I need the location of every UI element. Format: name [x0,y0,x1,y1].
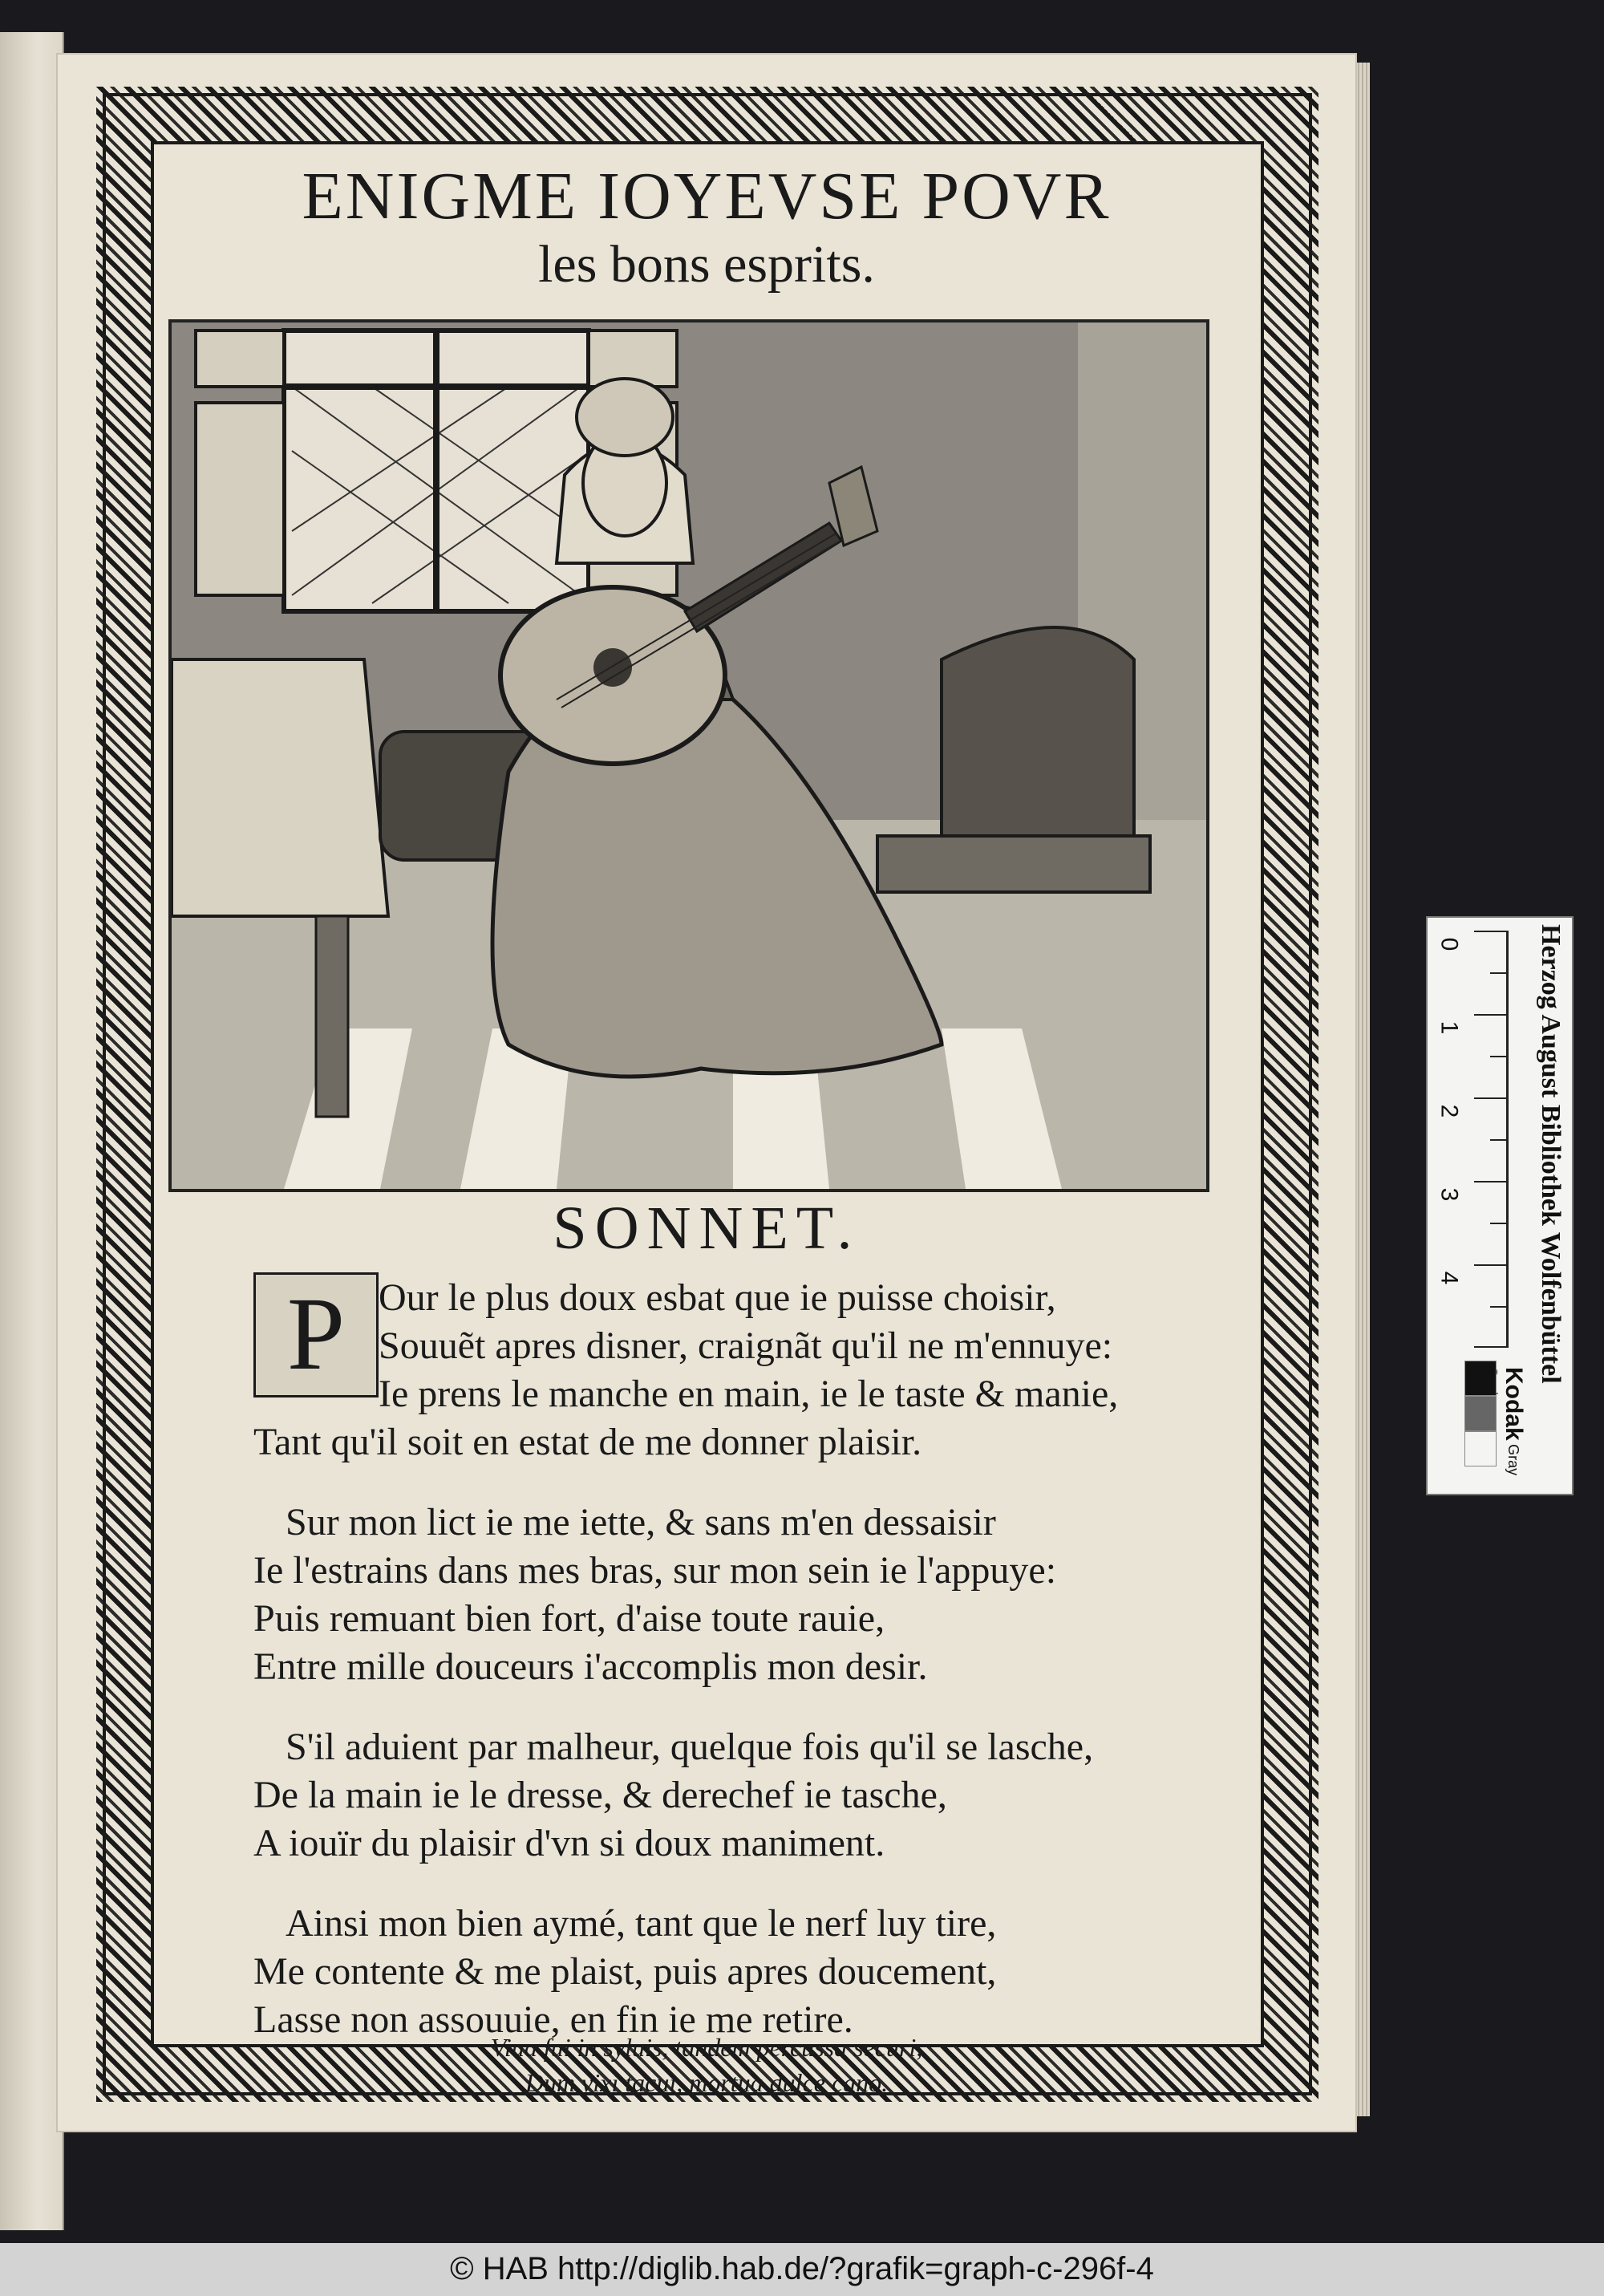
dropcap-letter: P [286,1276,346,1392]
page-subtitle: les bons esprits. [538,235,875,294]
lute-player-engraving [168,319,1209,1192]
gray-scale-label: Gray [1505,1444,1521,1476]
copyright-text[interactable]: © HAB http://diglib.hab.de/?grafik=graph-c-296f-4 [450,2251,1154,2286]
verse-line: Ie l'estrains dans mes bras, sur mon sein ie l'appuye: [253,1549,1057,1592]
book-page [58,55,1355,2131]
latin-motto-line: Viua fui in syluis, tandem percussa securi, [490,2033,923,2062]
gray-patch-mid [1464,1396,1497,1431]
verse-line: Ie prens le manche en main, ie le taste & manie, [379,1373,1119,1415]
latin-motto-line: Dum vixi tacui, mortua dulce cano. [525,2068,889,2097]
verse-line: Me contente & me plaist, puis apres doucement, [253,1950,997,1993]
institution-label: Herzog August Bibliothek Wolfenbüttel [1536,924,1566,1384]
verse-line: Souuẽt apres disner, craignãt qu'il ne m'ennuye: [379,1324,1113,1367]
ruler-number: 1 [1436,1020,1463,1035]
ruler-number: 4 [1436,1271,1463,1285]
verse-line: Sur mon lict ie me iette, & sans m'en dessaisir [286,1501,996,1544]
facing-page-edge [0,32,64,2230]
ruler-number: 3 [1436,1187,1463,1202]
ruler-number: 2 [1436,1104,1463,1118]
decorated-initial [253,1272,379,1397]
gray-patch-white [1464,1431,1497,1466]
color-scale-card [1426,916,1574,1495]
ruler [1436,931,1509,1348]
engraving-illustration-icon [172,322,1206,1189]
verse-line: S'il aduient par malheur, quelque fois qu'il se lasche, [286,1726,1094,1768]
sonnet-heading: SONNET. [553,1195,861,1262]
verse-line: Puis remuant bien fort, d'aise toute rauie, [253,1597,885,1640]
verse-line: De la main ie le dresse, & derechef ie tasche, [253,1774,947,1816]
kodak-brand: Kodak [1501,1367,1527,1441]
verse-line: Entre mille douceurs i'accomplis mon desir. [253,1645,928,1688]
copyright-footer [0,2243,1604,2296]
verse-line: Ainsi mon bien aymé, tant que le nerf luy tire, [286,1902,997,1945]
kodak-label [1495,1367,1527,1487]
page-title: ENIGME IOYEVSE POVR [302,159,1112,233]
verse-line: Our le plus doux esbat que ie puisse choisir, [379,1276,1056,1319]
verse-line: A iouïr du plaisir d'vn si doux maniment. [253,1822,885,1864]
gray-patch-black [1464,1361,1497,1396]
ruler-number: 0 [1436,937,1463,951]
verse-line: Tant qu'il soit en estat de me donner plaisir. [253,1421,922,1463]
verse-line: Lasse non assouuie, en fin ie me retire. [253,1998,853,2041]
